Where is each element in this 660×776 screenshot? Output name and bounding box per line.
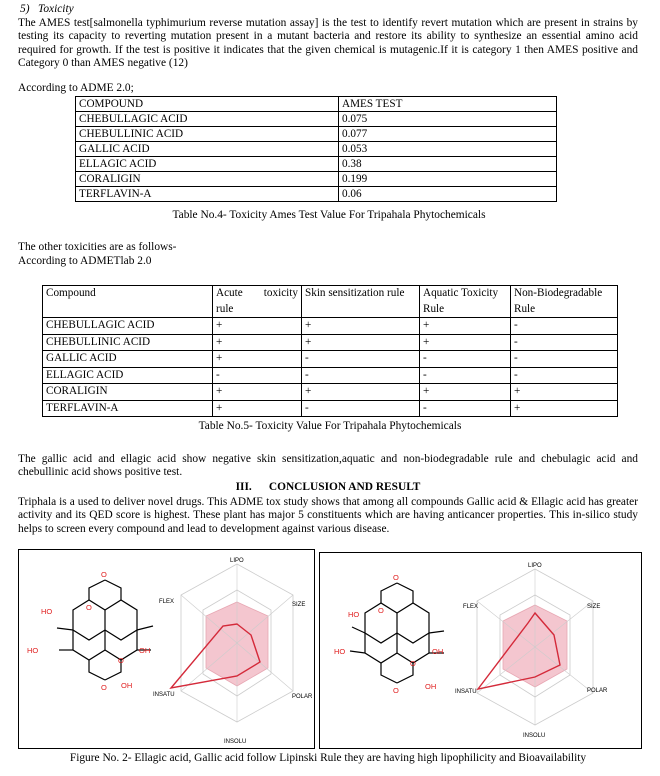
table-row — [43, 367, 618, 384]
table-row — [76, 187, 557, 202]
table-header-cell: Non-Biodegradable Rule — [511, 286, 618, 318]
radar-axis-label: LIPO — [528, 563, 542, 569]
table-cell: - — [213, 367, 302, 384]
table-row — [43, 318, 618, 335]
table-cell: TERFLAVIN-A — [76, 187, 339, 202]
atom-label: HO — [27, 646, 39, 655]
table-header-cell: Skin sensitization rule — [302, 286, 420, 318]
table-cell: - — [511, 318, 618, 335]
radar-axis-label: INSATU — [455, 689, 477, 695]
table-cell: ELLAGIC ACID — [43, 367, 213, 384]
radar-axis-label: POLAR — [292, 694, 313, 700]
table-cell: CHEBULLAGIC ACID — [43, 318, 213, 335]
section3-heading — [18, 481, 638, 494]
table-header-cell: AMES TEST — [339, 97, 557, 112]
table-cell: 0.199 — [339, 172, 557, 187]
table-cell: CHEBULLINIC ACID — [43, 334, 213, 351]
gallic-ellagic-paragraph: The gallic acid and ellagic acid show negative skin sensitization,aquatic and non-biodegradable rule and chebulagic acid and chebullinic acid shows positive test. — [18, 453, 638, 479]
bioavailability-radar — [153, 558, 313, 745]
according-adme-line: According to ADME 2.0; — [18, 82, 134, 94]
atom-label: OH — [121, 681, 133, 690]
table-row — [43, 334, 618, 351]
table-cell: + — [302, 384, 420, 401]
table-row — [76, 157, 557, 172]
table-cell: CORALIGIN — [76, 172, 339, 187]
atom-label: O — [410, 659, 416, 668]
ellagic-acid-panel-svg — [19, 550, 314, 748]
figure-panel-right — [319, 552, 642, 749]
table5-caption: Table No.5- Toxicity Value For Tripahala Phytochemicals — [198, 420, 462, 432]
table-row — [76, 127, 557, 142]
radar-axis-label: FLEX — [159, 599, 175, 605]
atom-label: O — [393, 686, 399, 695]
section-number: 5) — [20, 3, 30, 15]
radar-axis-label: FLEX — [463, 604, 479, 610]
table-cell: 0.077 — [339, 127, 557, 142]
table-cell: - — [302, 367, 420, 384]
atom-label: O — [378, 606, 384, 615]
ames-table — [75, 96, 557, 202]
section-title: Toxicity — [38, 3, 74, 15]
table-cell: 0.38 — [339, 157, 557, 172]
table-header-cell: Acute toxicity rule — [213, 286, 302, 318]
table-cell: GALLIC ACID — [76, 142, 339, 157]
according-admetlab-line: According to ADMETlab 2.0 — [18, 255, 152, 267]
table-row — [76, 172, 557, 187]
table-cell: TERFLAVIN-A — [43, 400, 213, 417]
table-row — [43, 351, 618, 368]
atom-label: OH — [432, 647, 444, 656]
table-header-cell: Compound — [43, 286, 213, 318]
table-cell: CHEBULLINIC ACID — [76, 127, 339, 142]
atom-label: HO — [41, 607, 53, 616]
ames-paragraph: The AMES test[salmonella typhimurium reverse mutation assay] is the test to identify revert mutation which are present in strains by testing its capacity to reverting mutation present in a mutant bacteria and restore its ability to synthesize an essential amino acid required for growth. If the test is positive it indicates that the given chemical is mutagenic.If it is category 1 then AMES positive and Category 0 than AMES negative (12) — [18, 17, 638, 69]
atom-label: O — [101, 570, 107, 579]
table-cell: - — [511, 351, 618, 368]
table-cell: - — [420, 367, 511, 384]
table-cell: - — [511, 367, 618, 384]
radar-axis-label: INSOLU — [523, 733, 546, 739]
atom-label: OH — [139, 646, 151, 655]
atom-label: OH — [425, 682, 437, 691]
table-cell: - — [420, 351, 511, 368]
ellagic-acid-structure — [57, 580, 153, 680]
atom-label: O — [86, 603, 92, 612]
table-cell: + — [213, 400, 302, 417]
ellagic-acid-structure — [350, 583, 444, 683]
table-cell: 0.06 — [339, 187, 557, 202]
table-cell: 0.075 — [339, 112, 557, 127]
table-cell: CHEBULLAGIC ACID — [76, 112, 339, 127]
table-cell: + — [511, 400, 618, 417]
radar-axis-label: SIZE — [587, 604, 601, 610]
table-header-cell: Aquatic Toxicity Rule — [420, 286, 511, 318]
radar-axis-label: INSATU — [153, 692, 175, 698]
table-row — [76, 112, 557, 127]
table-header-cell: COMPOUND — [76, 97, 339, 112]
table-cell: CORALIGIN — [43, 384, 213, 401]
figure-caption: Figure No. 2- Ellagic acid, Gallic acid follow Lipinski Rule they are having high lipophilicity and Bioavailability — [69, 752, 587, 764]
table-header-row — [43, 286, 618, 318]
table-cell: + — [511, 384, 618, 401]
bioavailability-radar — [455, 563, 608, 739]
atom-label: O — [393, 573, 399, 582]
table-cell: - — [511, 334, 618, 351]
table-row — [76, 142, 557, 157]
table-cell: 0.053 — [339, 142, 557, 157]
table-cell: + — [302, 318, 420, 335]
table-cell: - — [302, 400, 420, 417]
atom-label: HO — [348, 610, 360, 619]
table4-caption: Table No.4- Toxicity Ames Test Value For Tripahala Phytochemicals — [172, 209, 486, 221]
table-cell: ELLAGIC ACID — [76, 157, 339, 172]
table-cell: + — [213, 351, 302, 368]
table-cell: + — [213, 334, 302, 351]
figure-panel-left — [18, 549, 315, 749]
conclusion-paragraph: Triphala is a used to deliver novel drugs. This ADME tox study shows that among all compounds Gallic acid & Ellagic acid has greater activity and its QED score is highest. These plant has major 5 constituents which are having anticancer properties. This in-silico study helps to screen every compound and lead to development against various disease. — [18, 496, 638, 535]
table-cell: GALLIC ACID — [43, 351, 213, 368]
table-cell: + — [213, 318, 302, 335]
other-tox-line: The other toxicities are as follows- — [18, 241, 177, 253]
atom-label: O — [101, 683, 107, 692]
section-heading-toxicity — [20, 3, 74, 16]
table-cell: - — [420, 400, 511, 417]
table-cell: + — [420, 334, 511, 351]
section3-number: III. — [235, 481, 252, 493]
table-cell: + — [213, 384, 302, 401]
radar-axis-label: LIPO — [230, 558, 244, 564]
radar-axis-label: SIZE — [292, 602, 306, 608]
ellagic-acid-panel-svg — [320, 553, 641, 748]
table-cell: + — [420, 318, 511, 335]
atom-label: O — [118, 656, 124, 665]
table-cell: - — [302, 351, 420, 368]
toxicity-rules-table — [42, 285, 618, 417]
table-cell: + — [302, 334, 420, 351]
table-row — [43, 400, 618, 417]
table-cell: + — [420, 384, 511, 401]
table-header-row — [76, 97, 557, 112]
radar-axis-label: INSOLU — [224, 739, 247, 745]
atom-label: HO — [334, 647, 346, 656]
table-row — [43, 384, 618, 401]
radar-axis-label: POLAR — [587, 688, 608, 694]
section3-title: CONCLUSION AND RESULT — [268, 481, 421, 493]
